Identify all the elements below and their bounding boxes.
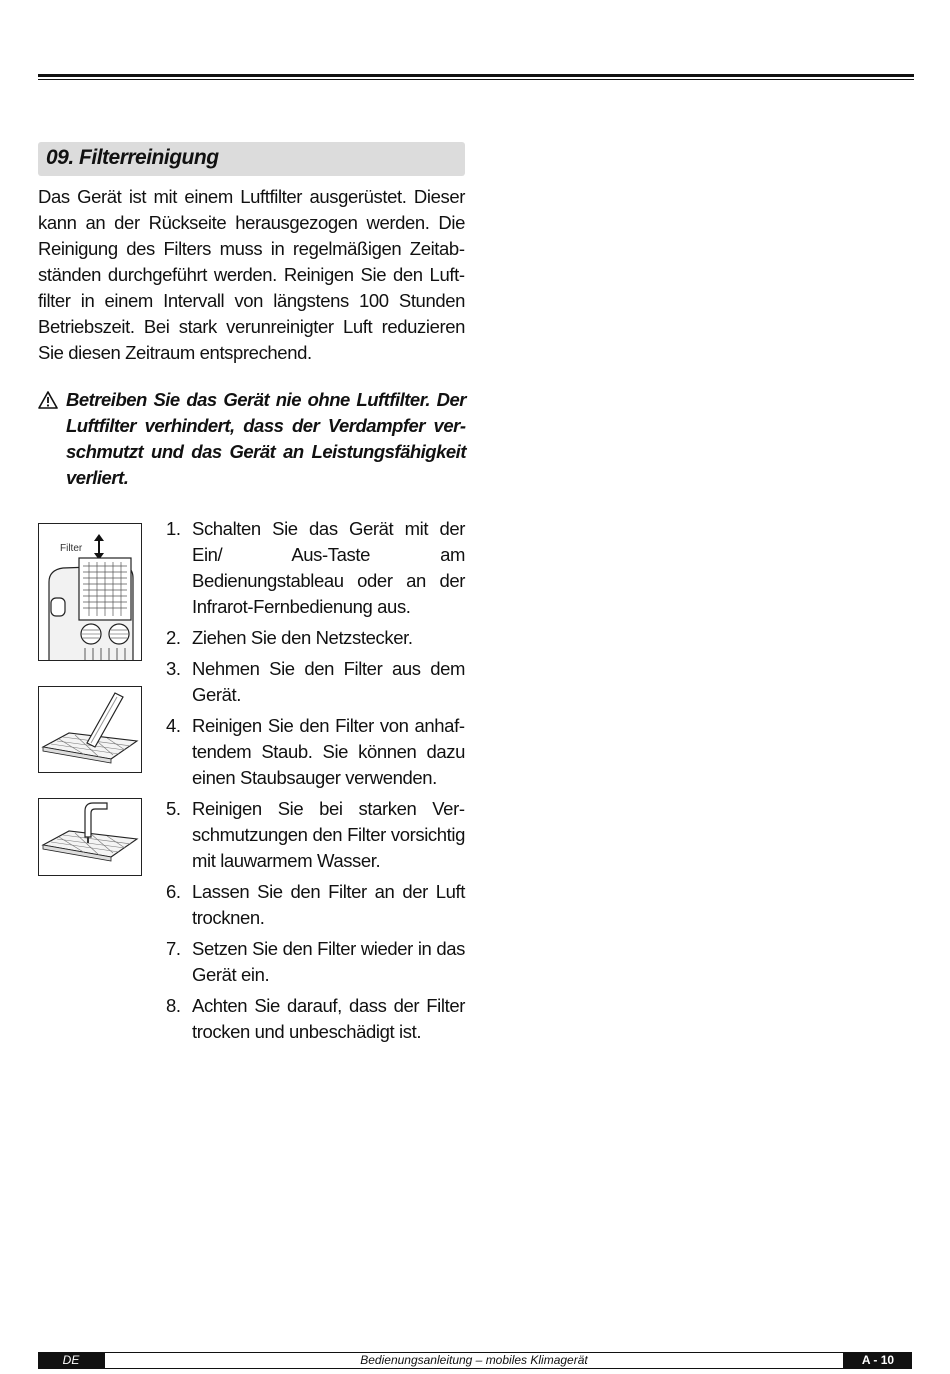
footer-language: DE <box>38 1352 104 1369</box>
up-down-arrow-icon <box>94 534 104 560</box>
step-number: 7. <box>166 938 181 959</box>
cleaning-steps-list <box>166 516 465 1050</box>
step-number: 4. <box>166 715 181 736</box>
header-rule-thick <box>38 74 914 77</box>
footer-title: Bedienungsanleitung – mobiles Klimagerät <box>104 1352 844 1369</box>
step-text: Schalten Sie das Gerät mit der Ein/ Aus-Taste am Bedienungstableau oder an der Infrarot-Fernbedienung aus. <box>192 518 465 617</box>
intro-paragraph: Das Gerät ist mit einem Luftfilter ausgerüstet. Dieser kann an der Rückseite herausgezogen werden. Die Reinigung des Filters muss in regelmäßigen Zeitabständen durchgeführt werden. Reinigen Sie den Luftfilter in einem Intervall von längstens 100 Stunden Betriebszeit. Bei stark verunreinigter Luft reduzieren Sie diesen Zeitraum entsprechend. <box>38 186 465 363</box>
page-number: A - 10 <box>844 1352 912 1369</box>
step-number: 5. <box>166 798 181 819</box>
page-footer <box>38 1352 912 1369</box>
figure-wash-filter <box>38 798 142 876</box>
header-rule-thin <box>38 79 914 80</box>
warning-text: Betreiben Sie das Gerät nie ohne Luftfilter. Der Luftfilter verhindert, dass der Verdampfer verschmutzt und das Gerät an Leistungsfähigkeit verliert. <box>66 389 466 488</box>
list-item <box>166 713 465 791</box>
wash-illustration <box>39 799 141 875</box>
step-number: 2. <box>166 627 181 648</box>
list-item <box>166 625 465 651</box>
step-text: Reinigen Sie bei starken Verschmutzungen den Filter vorsichtig mit lauwarmem Wasser. <box>192 798 465 871</box>
warning-icon <box>38 391 58 409</box>
section-heading <box>38 142 465 176</box>
step-number: 8. <box>166 995 181 1016</box>
list-item <box>166 993 465 1045</box>
step-text: Ziehen Sie den Netzstecker. <box>192 627 413 648</box>
device-illustration <box>39 524 141 660</box>
step-number: 1. <box>166 518 181 539</box>
step-text: Setzen Sie den Filter wieder in das Gerät ein. <box>192 938 465 985</box>
step-text: Nehmen Sie den Filter aus dem Gerät. <box>192 658 465 705</box>
list-item <box>166 879 465 931</box>
step-text: Lassen Sie den Filter an der Luft trocknen. <box>192 881 465 928</box>
list-item <box>166 936 465 988</box>
figure-device-filter <box>38 523 142 661</box>
figure-label: Filter <box>60 543 83 554</box>
vacuum-illustration <box>39 687 141 772</box>
figure-vacuum-filter <box>38 686 142 773</box>
list-item <box>166 516 465 620</box>
step-text: Achten Sie darauf, dass der Filter trocken und unbeschädigt ist. <box>192 995 465 1042</box>
step-text: Reinigen Sie den Filter von anhaftendem Staub. Sie können dazu einen Staubsauger verwenden. <box>192 715 465 788</box>
step-number: 3. <box>166 658 181 679</box>
list-item <box>166 796 465 874</box>
list-item <box>166 656 465 708</box>
step-number: 6. <box>166 881 181 902</box>
section-title: 09. Filterreinigung <box>46 146 219 169</box>
